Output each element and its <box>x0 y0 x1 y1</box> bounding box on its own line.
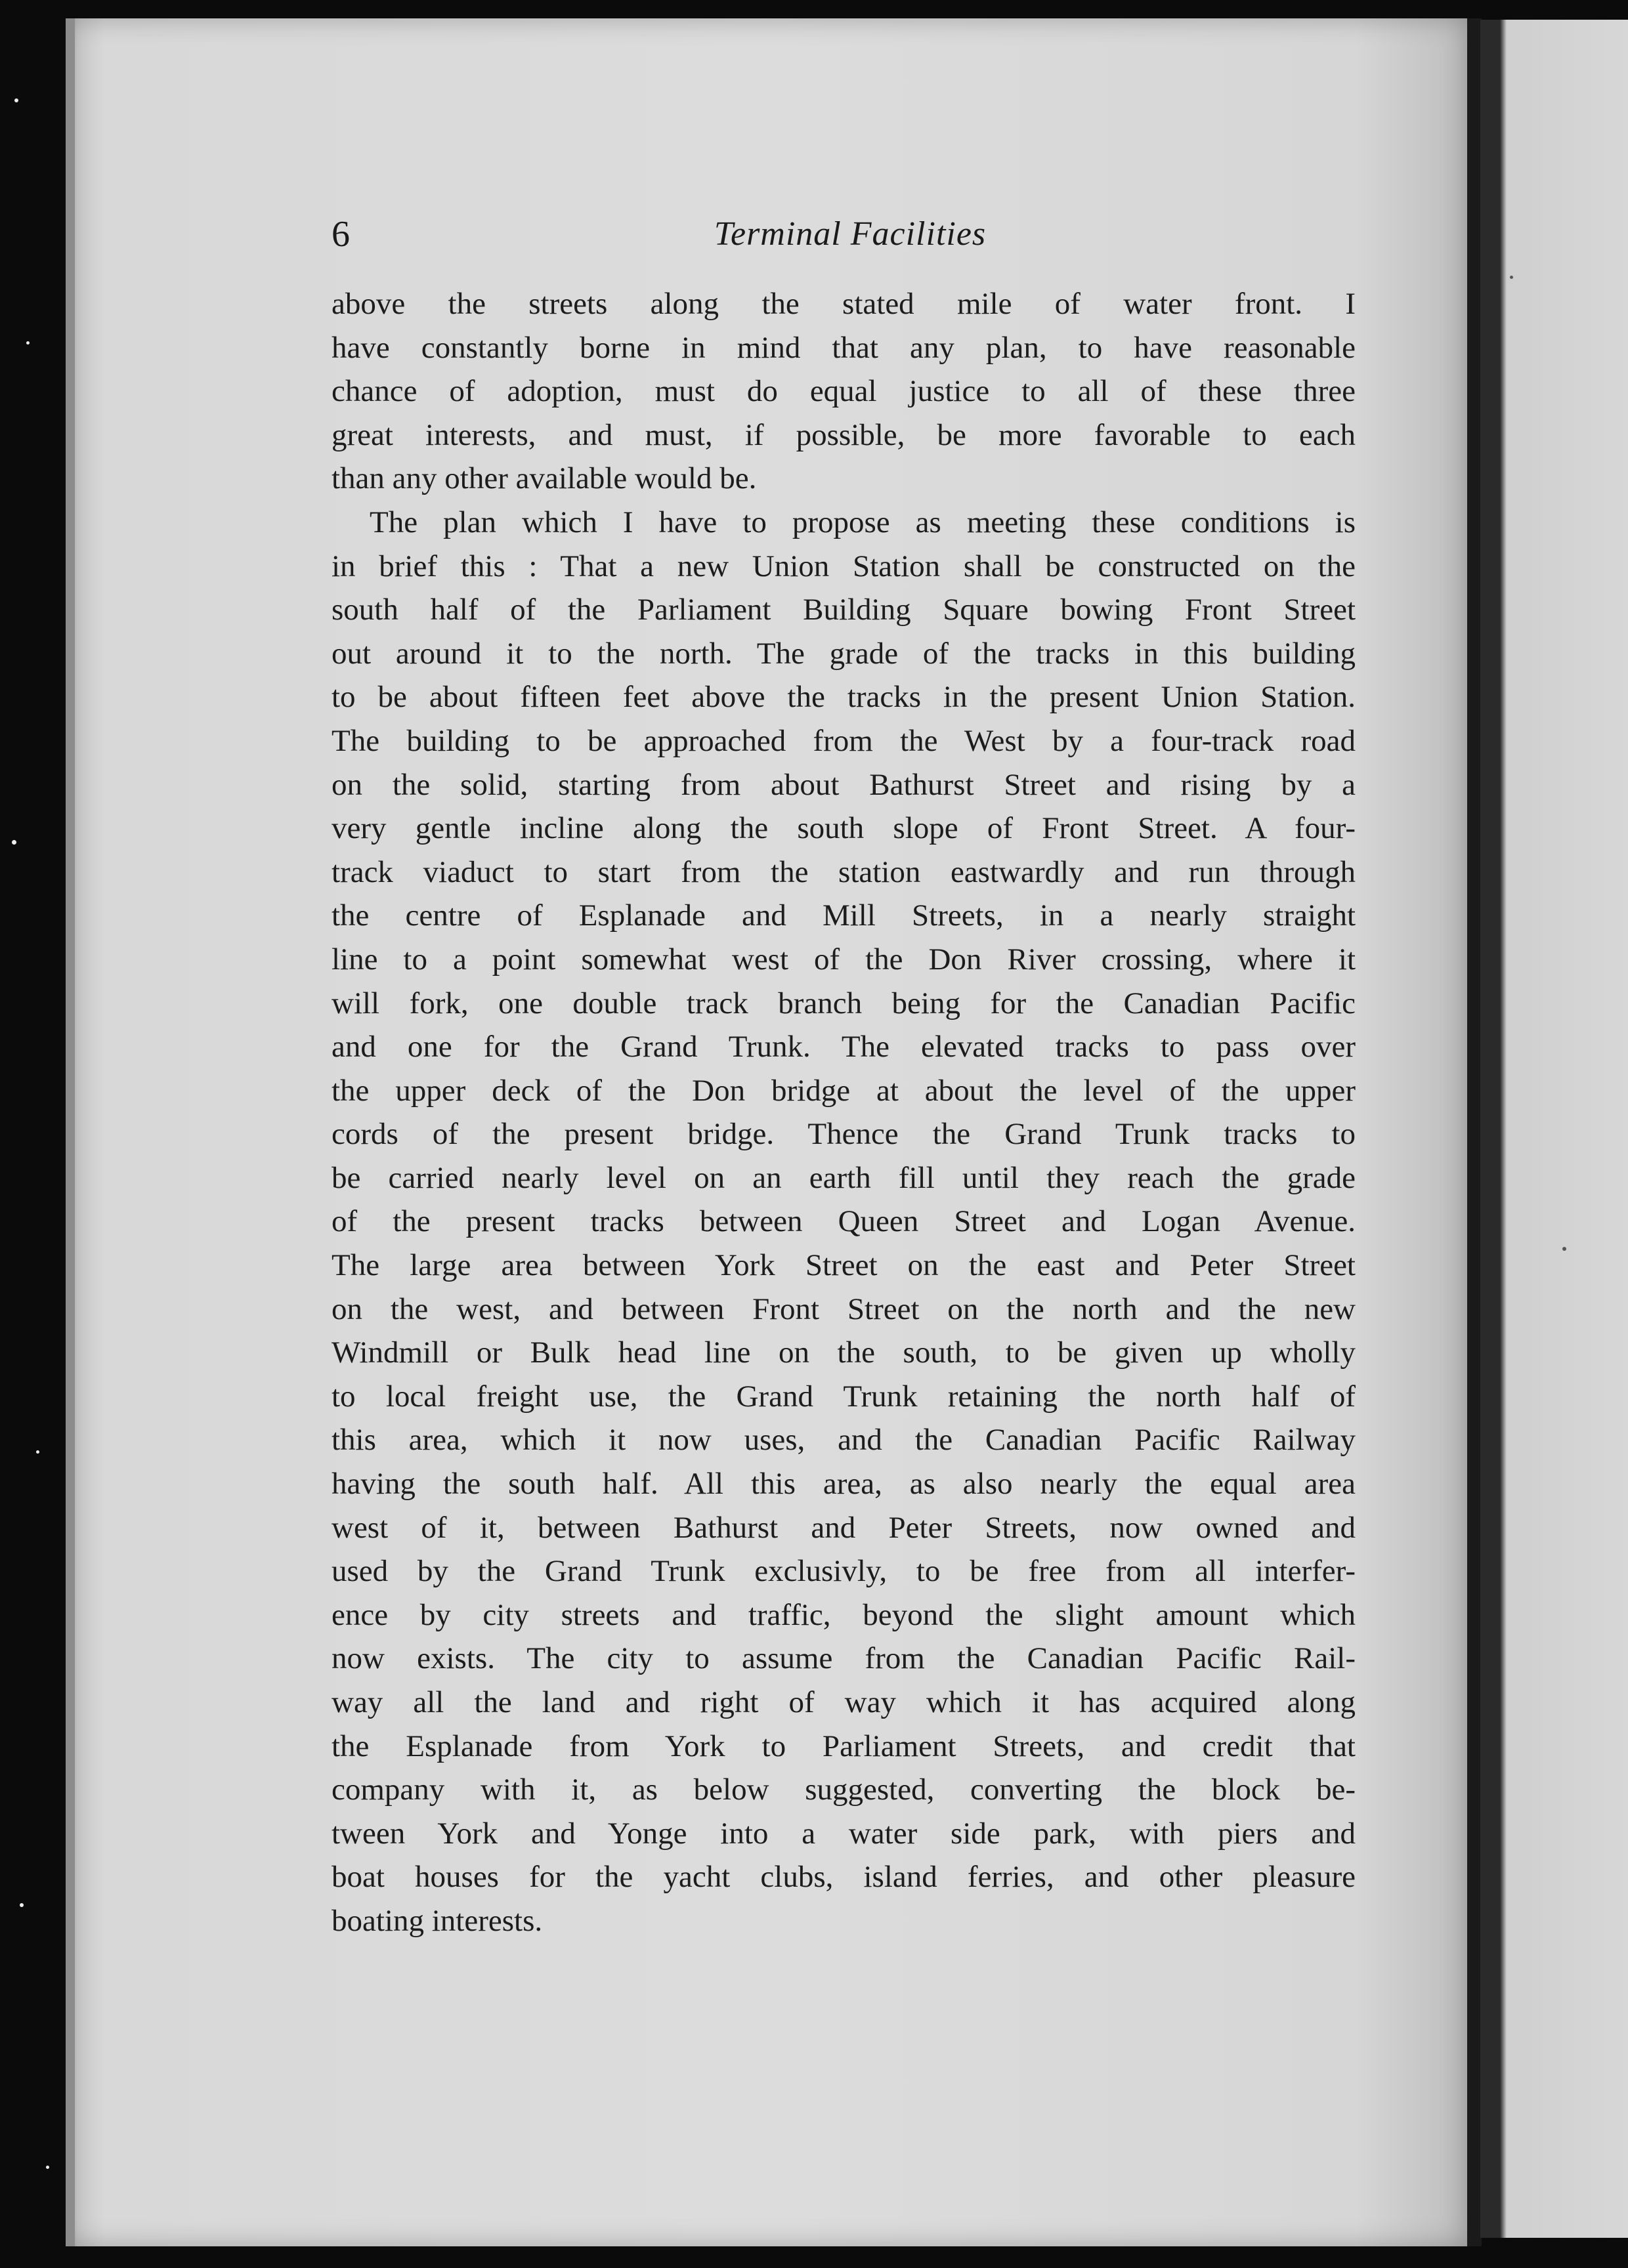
page-binding-edge <box>66 18 75 2246</box>
text-line: south half of the Parliament Building Square bowing Front Street <box>332 593 1356 627</box>
text-line: the upper deck of the Don bridge at about the level of the upper <box>332 1073 1356 1108</box>
text-line: great interests, and must, if possible, be more favorable to each <box>332 417 1356 452</box>
text-line: this area, which it now uses, and the Canadian Pacific Railway <box>332 1423 1356 1458</box>
scan-speck <box>14 98 18 102</box>
text-line: very gentle incline along the south slope of Front Street. A four- <box>332 811 1356 846</box>
text-line: in brief this : That a new Union Station shall be constructed on the <box>332 549 1356 583</box>
text-line: track viaduct to start from the station eastwardly and run through <box>332 854 1356 889</box>
text-line: than any other available would be. <box>332 461 757 496</box>
text-line: west of it, between Bathurst and Peter Streets, now owned and <box>332 1510 1356 1545</box>
text-line: having the south half. All this area, as also nearly the equal area <box>332 1467 1356 1502</box>
text-line: the Esplanade from York to Parliament Streets, and credit that <box>332 1729 1356 1763</box>
text-line: The plan which I have to propose as meeting these conditions is <box>370 505 1356 539</box>
running-title: Terminal Facilities <box>714 215 987 253</box>
book-gutter <box>1467 18 1482 2246</box>
text-line: on the solid, starting from about Bathurst Street and rising by a <box>332 767 1356 802</box>
scan-speck <box>1510 276 1513 279</box>
text-line: of the present tracks between Queen Street and Logan Avenue. <box>332 1204 1356 1239</box>
text-line: way all the land and right of way which it has acquired along <box>332 1685 1356 1719</box>
page-number: 6 <box>332 214 350 255</box>
text-line: chance of adoption, must do equal justice to all of these three <box>332 374 1356 409</box>
text-line: tween York and Yonge into a water side park, with piers and <box>332 1816 1356 1851</box>
text-line: used by the Grand Trunk exclusivly, to be free from all interfer- <box>332 1554 1356 1589</box>
scan-speck <box>46 2166 49 2169</box>
text-line: will fork, one double track branch being for the Canadian Pacific <box>332 986 1356 1020</box>
running-head <box>332 211 1369 257</box>
text-line: The large area between York Street on the east and Peter Street <box>332 1248 1356 1283</box>
scan-speck <box>1562 1247 1566 1251</box>
facing-page-edge <box>1480 20 1628 2238</box>
text-line: have constantly borne in mind that any plan, to have reasonable <box>332 330 1356 365</box>
text-line: company with it, as below suggested, converting the block be- <box>332 1773 1356 1807</box>
text-line: above the streets along the stated mile of water front. I <box>332 287 1356 321</box>
scan-speck <box>12 840 16 845</box>
text-line: boating interests. <box>332 1903 543 1938</box>
text-line: out around it to the north. The grade of the tracks in this building <box>332 636 1356 671</box>
text-line: boat houses for the yacht clubs, island ferries, and other pleasure <box>332 1860 1356 1895</box>
text-line: now exists. The city to assume from the Canadian Pacific Rail- <box>332 1641 1356 1676</box>
text-line: and one for the Grand Trunk. The elevated tracks to pass over <box>332 1030 1356 1064</box>
text-line: The building to be approached from the West by a four-track road <box>332 723 1356 758</box>
text-line: to be about fifteen feet above the tracks in the present Union Station. <box>332 680 1356 715</box>
text-line: be carried nearly level on an earth fill until they reach the grade <box>332 1160 1356 1195</box>
body-text <box>332 282 1356 1943</box>
text-line: Windmill or Bulk head line on the south, to be given up wholly <box>332 1335 1356 1370</box>
text-line: the centre of Esplanade and Mill Streets, in a nearly straight <box>332 898 1356 933</box>
text-line: ence by city streets and traffic, beyond the slight amount which <box>332 1597 1356 1632</box>
text-line: on the west, and between Front Street on the north and the new <box>332 1292 1356 1326</box>
scan-speck <box>20 1903 24 1907</box>
text-line: to local freight use, the Grand Trunk retaining the north half of <box>332 1379 1356 1414</box>
scan-speck <box>36 1450 39 1454</box>
scan-speck <box>26 341 30 345</box>
text-line: cords of the present bridge. Thence the Grand Trunk tracks to <box>332 1117 1356 1152</box>
text-line: line to a point somewhat west of the Don River crossing, where it <box>332 942 1356 976</box>
